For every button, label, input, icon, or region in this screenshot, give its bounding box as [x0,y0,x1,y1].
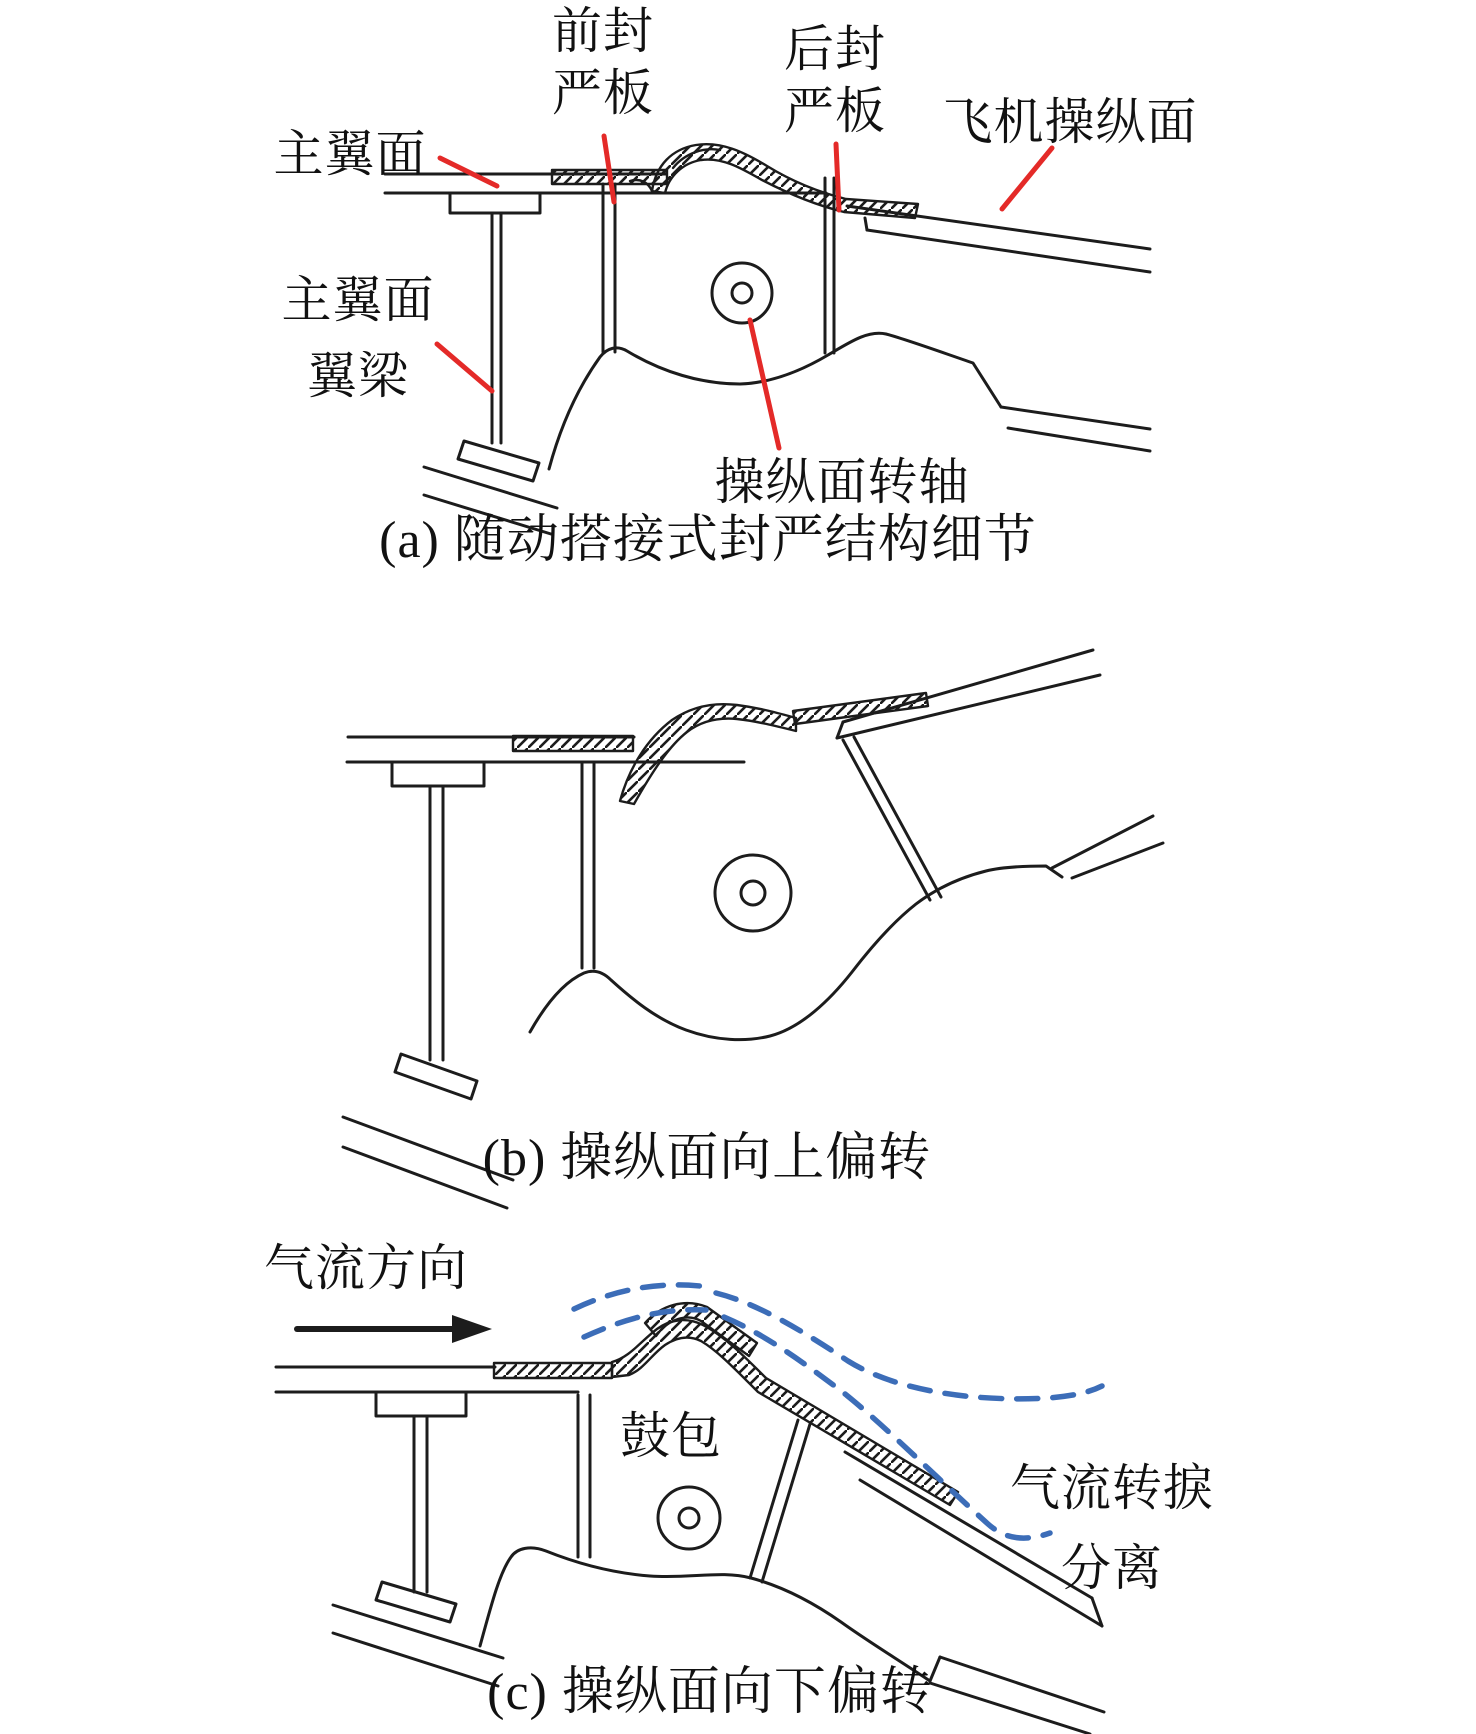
label-front-seal-plate [513,0,693,124]
label-wing-spar-line1: 主翼面 [281,272,435,328]
label-rear-seal-plate [745,18,925,142]
leader-control-surface [1002,148,1052,209]
label-aircraft-control-surface: 飞机操纵面 [942,94,1198,150]
leader-rear-seal [836,144,839,210]
label-rear-seal-line1: 后封 [784,21,886,77]
label-main-wing-spar [258,262,458,414]
label-flow-separation-line1: 气流转捩 [1010,1460,1214,1516]
front-seal-plate-c [494,1363,612,1378]
leader-lines-a [437,136,1052,448]
label-rear-seal-line2: 严板 [784,83,886,139]
label-front-seal-line2: 严板 [552,65,654,121]
lower-structure-c [480,1548,930,1681]
rear-seal-plate-b [793,693,928,724]
label-main-wing: 主翼面 [273,126,427,182]
lower-structure-b [530,866,1062,1040]
label-bulge: 鼓包 [620,1408,722,1464]
label-flow-separation [998,1448,1226,1608]
label-flow-direction: 气流方向 [264,1240,468,1296]
caption-panel-b: (b) 操纵面向上偏转 [482,1130,932,1187]
panel-b-drawing [343,650,1163,1208]
pivot-circle-c [658,1487,720,1549]
flow-direction-arrow [297,1315,492,1343]
label-flow-separation-line2: 分离 [1061,1540,1163,1596]
main-wing-spar-c [333,1392,503,1686]
caption-panel-a: (a) 随动搭接式封严结构细节 [379,512,1037,569]
seal-flap-b [620,704,796,804]
label-front-seal-line1: 前封 [552,3,654,59]
pivot-circle-a [712,263,772,323]
front-seal-plate-b [513,736,633,751]
label-wing-spar-line2: 翼梁 [307,348,409,404]
caption-panel-c: (c) 操纵面向下偏转 [487,1664,933,1721]
label-control-surface-pivot: 操纵面转轴 [714,454,970,510]
seal-hump-a [652,144,918,218]
pivot-circle-b [715,855,791,931]
lower-structure-a [549,333,1001,469]
